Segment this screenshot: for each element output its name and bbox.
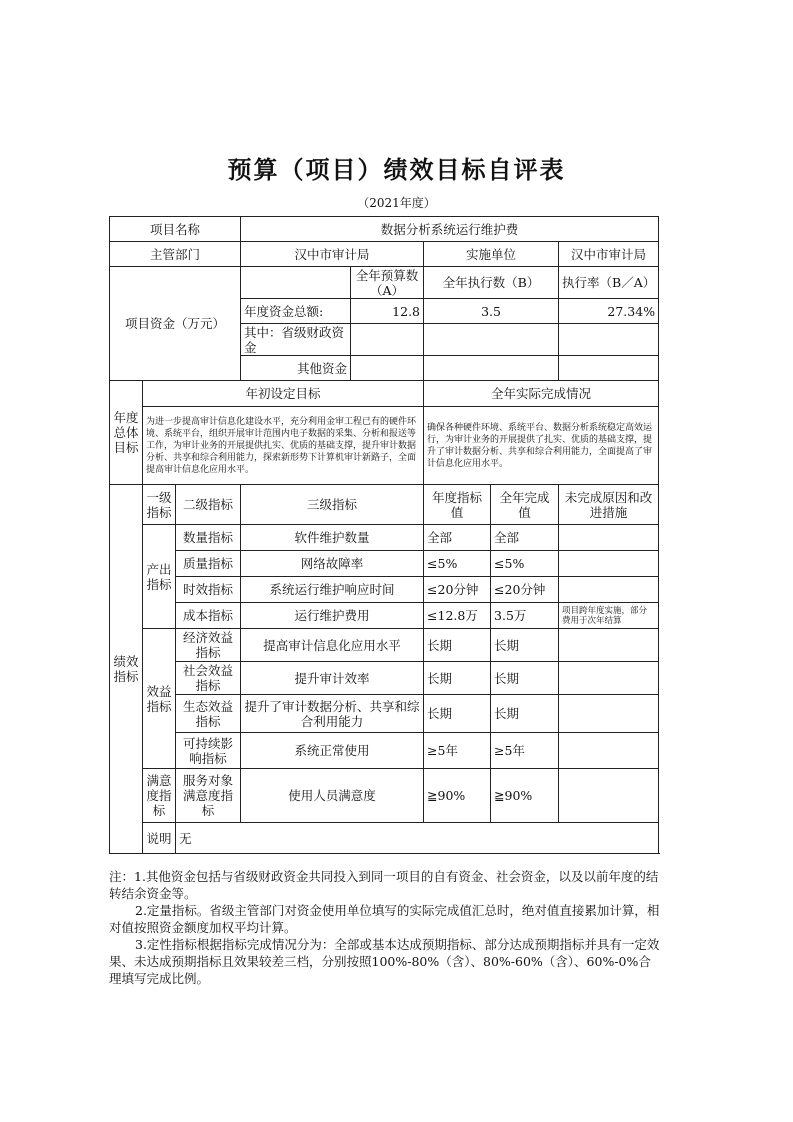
- indicator-reason: [559, 577, 659, 603]
- level2-header: 二级指标: [176, 485, 241, 525]
- indicator-reason: [559, 551, 659, 577]
- provincial-budget-value: [351, 324, 424, 356]
- indicator-target: 长期: [424, 695, 491, 733]
- indicator-l3: 提高审计信息化应用水平: [241, 629, 424, 662]
- indicator-actual: 3.5万: [491, 603, 559, 629]
- indicator-l2: 成本指标: [176, 603, 241, 629]
- total-rate-value: 27.34%: [559, 299, 659, 324]
- indicator-actual: 长期: [491, 662, 559, 695]
- page-title: 预算（项目）绩效目标自评表: [227, 156, 566, 184]
- indicator-actual: ≤20分钟: [491, 577, 559, 603]
- indicator-l2: 生态效益指标: [176, 695, 241, 733]
- exec-col-header: 全年执行数（B）: [424, 267, 559, 299]
- total-exec-value: 3.5: [424, 299, 559, 324]
- indicator-actual: 全部: [491, 525, 559, 551]
- indicator-l2: 服务对象满意度指标: [176, 769, 241, 823]
- project-name-value: 数据分析系统运行维护费: [241, 217, 659, 242]
- indicator-target: ≥5年: [424, 733, 491, 769]
- indicator-l3: 网络故障率: [241, 551, 424, 577]
- footnote-1: 注：1.其他资金包括与省级财政资金共同投入到同一项目的自有资金、社会资金，以及以前年度的结转结余资金等。: [109, 869, 659, 901]
- impl-unit-value: 汉中市审计局: [559, 242, 659, 267]
- actual-result-header: 全年实际完成情况: [424, 381, 659, 407]
- output-indicator-label: 产出指标: [143, 525, 176, 629]
- indicator-reason: 项目跨年度实施，部分费用于次年结算: [559, 603, 659, 629]
- provincial-rate-value: [559, 324, 659, 356]
- level3-header: 三级指标: [241, 485, 424, 525]
- footnotes: [109, 868, 661, 987]
- indicator-l3: 系统运行维护响应时间: [241, 577, 424, 603]
- rate-col-header: 执行率（B／A）: [559, 267, 659, 299]
- indicator-l2: 时效指标: [176, 577, 241, 603]
- impl-unit-label: 实施单位: [424, 242, 559, 267]
- indicator-reason: [559, 525, 659, 551]
- indicator-target: ≤12.8万: [424, 603, 491, 629]
- indicator-target: 全部: [424, 525, 491, 551]
- indicator-actual: ≤5%: [491, 551, 559, 577]
- indicator-target: ≤5%: [424, 551, 491, 577]
- funds-blank-cell: [241, 267, 351, 299]
- actual-header: 全年完成值: [491, 485, 559, 525]
- initial-goal-text: 为进一步提高审计信息化建设水平，充分利用金审工程已有的硬件环境、系统平台，组织开展审计范围内电子数据的采集、分析和报送等工作，为审计业务的开展提供扎实、优质的基础支撑，提升审计数据分析、共享和综合利用能力，探索新形势下计算机审计新路子，全面提高审计信息化应用水平。: [143, 407, 424, 485]
- provincial-funds-label: 其中：省级财政资金: [241, 324, 351, 356]
- indicator-l2: 数量指标: [176, 525, 241, 551]
- remark-label: 说明: [143, 823, 176, 854]
- indicator-reason: [559, 769, 659, 823]
- total-funds-label: 年度资金总额:: [241, 299, 351, 324]
- provincial-exec-value: [424, 324, 559, 356]
- actual-result-text: 确保各种硬件环境、系统平台、数据分析系统稳定高效运行，为审计业务的开展提供了扎实、优质的基础支撑，提升了审计数据分析、共享和综合利用能力，全面提高了审计信息化应用水平。: [424, 407, 659, 485]
- self-evaluation-table: [109, 216, 659, 854]
- footnote-2: 2.定量指标。省级主管部门对资金使用单位填写的实际完成值汇总时，绝对值直接累加计算，相对值按照资金额度加权平均计算。: [109, 903, 660, 935]
- indicator-l3: 使用人员满意度: [241, 769, 424, 823]
- indicator-l3: 提升了审计数据分析、共享和综合利用能力: [241, 695, 424, 733]
- target-header: 年度指标值: [424, 485, 491, 525]
- remark-value: 无: [176, 823, 659, 854]
- indicator-reason: [559, 662, 659, 695]
- indicator-target: 长期: [424, 662, 491, 695]
- level1-header: 一级指标: [143, 485, 176, 525]
- total-budget-value: 12.8: [351, 299, 424, 324]
- indicator-actual: 长期: [491, 629, 559, 662]
- indicator-l3: 运行维护费用: [241, 603, 424, 629]
- indicator-l2: 可持续影响指标: [176, 733, 241, 769]
- initial-goal-header: 年初设定目标: [143, 381, 424, 407]
- indicator-reason: [559, 733, 659, 769]
- dept-value: 汉中市审计局: [241, 242, 424, 267]
- report-year: （2021年度）: [357, 196, 436, 210]
- funds-label-text: 项目资金（万元）: [125, 316, 226, 331]
- project-name-label: 项目名称: [110, 217, 241, 242]
- indicator-l3: 软件维护数量: [241, 525, 424, 551]
- benefit-indicator-label: 效益指标: [143, 629, 176, 769]
- indicator-l2: 经济效益指标: [176, 629, 241, 662]
- indicator-l3: 系统正常使用: [241, 733, 424, 769]
- indicator-actual: ≧90%: [491, 769, 559, 823]
- indicator-l2: 质量指标: [176, 551, 241, 577]
- indicator-reason: [559, 695, 659, 733]
- other-budget-value: [351, 356, 424, 381]
- reason-header: 未完成原因和改进措施: [559, 485, 659, 525]
- footnote-3: 3.定性指标根据指标完成情况分为：全部或基本达成预期指标、部分达成预期指标并具有一定效果、未达成预期指标且效果较差三档，分别按照100%-80%（含）、80%-60%（含）、60%-0%合理填写完成比例。: [109, 937, 660, 986]
- indicator-target: 长期: [424, 629, 491, 662]
- funds-label: [110, 267, 241, 381]
- performance-indicators-label: 绩效指标: [110, 485, 143, 854]
- other-rate-value: [559, 356, 659, 381]
- indicator-l2: 社会效益指标: [176, 662, 241, 695]
- other-exec-value: [424, 356, 559, 381]
- indicator-l3: 提升审计效率: [241, 662, 424, 695]
- indicator-actual: ≥5年: [491, 733, 559, 769]
- indicator-target: ≧90%: [424, 769, 491, 823]
- budget-col-header: 全年预算数（A）: [351, 267, 424, 299]
- indicator-actual: 长期: [491, 695, 559, 733]
- satisfaction-indicator-label: 满意度指标: [143, 769, 176, 823]
- annual-goal-label: 年度总体目标: [110, 381, 143, 485]
- other-funds-label: 其他资金: [241, 356, 351, 381]
- indicator-reason: [559, 629, 659, 662]
- dept-label: 主管部门: [110, 242, 241, 267]
- indicator-target: ≤20分钟: [424, 577, 491, 603]
